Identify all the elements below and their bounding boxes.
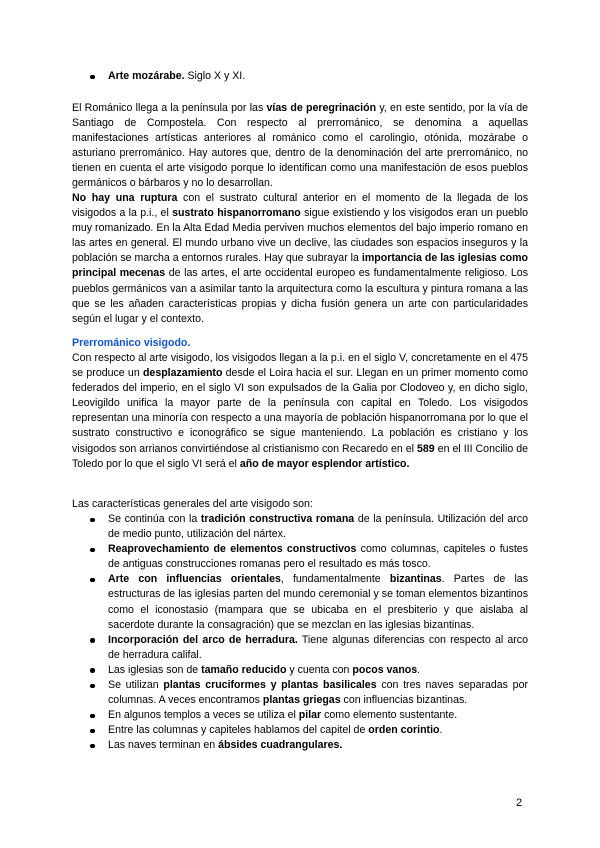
bold-term: pilar — [298, 709, 322, 722]
top-bullet-list — [72, 69, 528, 84]
list-item: En algunos templos a veces se utiliza el pilar como elemento sustentante. — [72, 708, 528, 723]
bold-term: pocos vanos — [352, 663, 418, 676]
bold-term: ábsides cuadrangulares. — [218, 739, 343, 752]
bold-term: tamaño reducido — [201, 663, 287, 676]
paragraph-visigodo: Con respecto al arte visigodo, los visigodos llegan a la p.i. en el siglo V, concretamente en el 475 se produce un desplazamiento desde el Loira hacia el sur. Llegan en un primer momento como federados del imperio, en el siglo VI son expulsados de la Galia por Clodoveo y, en dicho siglo, Leovigildo unifica la mayor parte de la península con capital en Toledo. Los visigodos representan una minoría con respecto a una mayoría de población hispanorromana por lo que el sustrato constructivo e iconográfico se sigue manteniendo. La población es cristiano y los visigodos son arrianos convirtiéndose al cristianismo con Recaredo en el 589 en el III Concilio de Toledo por lo que el siglo VI será el año de mayor esplendor artístico. — [72, 352, 528, 470]
bold-term: Arte con influencias orientales — [108, 573, 281, 586]
bold-term: importancia de las iglesias como principal mecenas — [72, 252, 528, 280]
bold-term: Incorporación del arco de herradura. — [108, 633, 298, 646]
bold-term: vías de peregrinación — [266, 102, 377, 114]
list-item: Arte con influencias orientales, fundamentalmente bizantinas. Partes de las estructuras de las iglesias parten del mundo ceremonial y se toman elementos bizantinos como el iconostasio (mampara que se ubicaba en el presbiterio y que aislaba al sacerdote durante la consagración) que se mezclan en las iglesias bizantinas. — [72, 572, 528, 632]
bold-term: orden corintio — [368, 724, 440, 737]
bold-term: bizantinas — [389, 573, 442, 586]
page-number: 2 — [516, 797, 523, 809]
section-heading: Prerrománico visigodo. — [72, 337, 191, 349]
bold-term: desplazamiento — [142, 367, 223, 380]
bold-term: tradición constructiva romana — [200, 513, 355, 525]
bold-term: Reaprovechamiento de elementos constructivos — [108, 543, 357, 556]
list-item-text: Siglo X y XI. — [184, 70, 246, 82]
bold-term: No hay una ruptura — [72, 192, 178, 204]
list-item: Se utilizan plantas cruciformes y plantas basilicales con tres naves separadas por columnas. A veces encontramos plantas griegas con influencias bizantinas. — [72, 678, 528, 708]
bold-term: plantas cruciformes y plantas basilicales — [163, 679, 377, 692]
list-intro: Las características generales del arte visigodo son: — [72, 498, 313, 510]
list-item: Incorporación del arco de herradura. Tiene algunas diferencias con respecto al arco de herradura califal. — [72, 633, 528, 663]
list-item — [72, 69, 528, 84]
list-item: Las naves terminan en ábsides cuadrangulares. — [72, 738, 528, 753]
bold-term: Arte mozárabe. — [108, 70, 185, 82]
bold-term: 589 — [417, 442, 435, 455]
list-item: Se continúa con la tradición constructiva romana de la península. Utilización del arco de medio punto, utilización del nártex. — [72, 512, 528, 542]
list-item: Reaprovechamiento de elementos constructivos como columnas, capiteles o fustes de antiguas construcciones romanas pero el resultado es más tosco. — [72, 542, 528, 572]
paragraph-ruptura: No hay una ruptura con el sustrato cultural anterior en el momento de la llegada de los visigodos a la p.i., el sustrato hispanorromano sigue existiendo y los visigodos eran un pueblo muy romanizado. En la Alta Edad Media perviven muchos elementos del bajo imperio romano en las artes en general. El mundo urbano vive un declive, las ciudades son espacios inseguros y la población se marcha a entornos rurales. Hay que subrayar la importancia de las iglesias como principal mecenas de las artes, el arte occidental europeo es fundamentalmente religioso. Los pueblos germánicos van a asimilar tanto la arquitectura como la escultura y pintura romana a las que se les añaden características propias y dicha fusión genera un arte con particularidades según el lugar y el contexto. — [72, 192, 528, 325]
list-item: Entre las columnas y capiteles hablamos del capitel de orden corintio. — [72, 723, 528, 738]
bold-term: año de mayor esplendor artístico. — [239, 457, 410, 470]
list-item: Las iglesias son de tamaño reducido y cuenta con pocos vanos. — [72, 663, 528, 678]
features-list — [72, 512, 528, 754]
bold-term: sustrato hispanorromano — [172, 207, 301, 220]
bold-term: plantas griegas — [262, 694, 341, 707]
paragraph-romanico: El Románico llega a la península por las vías de peregrinación y, en este sentido, por la vía de Santiago de Compostela. Con respecto al prerrománico, se denomina a aquellas manifestaciones artísticas anteriores al románico como el carolingio, otónida, mozárabe o asturiano prerrománico. Hay autores que, dentro de la denominación del arte prerrománico, no tienen en cuenta el arte visigodo porque lo identifican como una manifestación de esos pueblos germánicos o bárbaros y no lo desarrollan. — [72, 102, 528, 190]
